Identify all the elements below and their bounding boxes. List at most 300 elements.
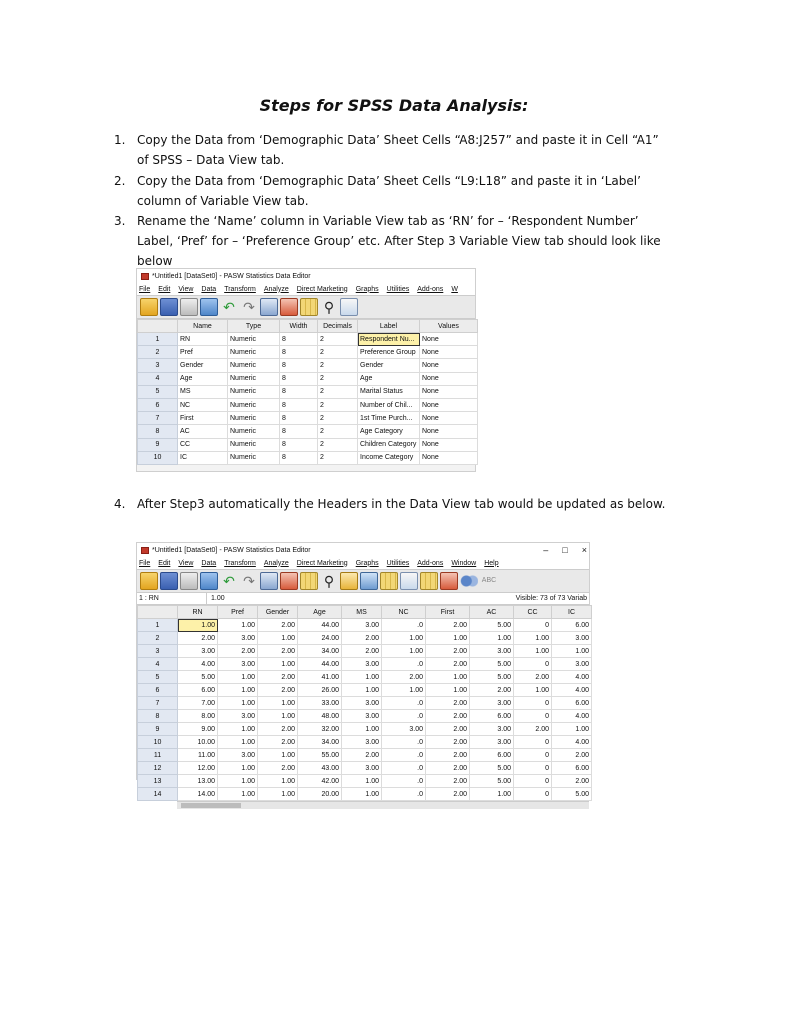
data-cell[interactable]: 2.00 <box>342 645 382 658</box>
data-cell[interactable]: 8.00 <box>178 710 218 723</box>
data-cell[interactable]: None <box>420 333 478 346</box>
find-icon[interactable]: ⚲ <box>323 573 335 589</box>
data-cell[interactable]: Numeric <box>228 359 280 372</box>
data-cell[interactable]: 2.00 <box>426 723 470 736</box>
row-number[interactable]: 14 <box>138 788 178 801</box>
data-cell[interactable]: Age <box>358 372 420 385</box>
data-cell[interactable]: 8 <box>280 385 318 398</box>
data-cell[interactable]: 2.00 <box>258 736 298 749</box>
column-header[interactable]: Decimals <box>318 320 358 333</box>
data-cell[interactable]: 1.00 <box>514 632 552 645</box>
data-cell[interactable]: Gender <box>178 359 228 372</box>
data-cell[interactable]: 1.00 <box>342 775 382 788</box>
menu-graphs[interactable]: Graphs <box>355 285 379 293</box>
data-cell[interactable]: .0 <box>382 762 426 775</box>
data-cell[interactable]: 2 <box>318 359 358 372</box>
minimize-button[interactable]: – <box>543 545 549 555</box>
data-cell[interactable]: 2.00 <box>426 749 470 762</box>
data-cell[interactable]: 2.00 <box>342 749 382 762</box>
data-cell[interactable]: .0 <box>382 749 426 762</box>
data-cell[interactable]: 0 <box>514 788 552 801</box>
data-cell[interactable]: 2 <box>318 333 358 346</box>
data-cell[interactable]: 3.00 <box>218 658 258 671</box>
row-number[interactable]: 8 <box>138 710 178 723</box>
menu-data[interactable]: Data <box>201 285 217 293</box>
data-cell[interactable]: 8 <box>280 359 318 372</box>
data-cell[interactable]: 1.00 <box>258 658 298 671</box>
data-cell[interactable]: 1.00 <box>342 788 382 801</box>
data-cell[interactable]: 8 <box>280 333 318 346</box>
menu-transform[interactable]: Transform <box>224 285 256 293</box>
column-header[interactable]: Name <box>178 320 228 333</box>
row-number[interactable]: 6 <box>138 684 178 697</box>
menu-direct-marketing[interactable]: Direct Marketing <box>296 285 348 293</box>
data-cell[interactable]: 1.00 <box>258 697 298 710</box>
data-cell[interactable]: 1.00 <box>342 671 382 684</box>
column-header[interactable]: NC <box>382 606 426 619</box>
data-cell[interactable]: None <box>420 412 478 425</box>
dialog-recall-icon[interactable] <box>200 298 218 316</box>
data-cell[interactable]: 44.00 <box>298 658 342 671</box>
data-cell[interactable]: 2.00 <box>258 671 298 684</box>
split-file-icon[interactable] <box>340 298 358 316</box>
cell-value-input[interactable]: 1.00 <box>211 595 225 602</box>
menu-edit[interactable]: Edit <box>158 285 171 293</box>
row-number[interactable]: 3 <box>138 359 178 372</box>
data-cell[interactable]: Marital Status <box>358 385 420 398</box>
data-cell[interactable]: .0 <box>382 658 426 671</box>
data-cell[interactable]: None <box>420 385 478 398</box>
data-cell[interactable]: Age Category <box>358 425 420 438</box>
use-variable-sets-icon[interactable] <box>440 572 458 590</box>
data-cell[interactable]: 2 <box>318 372 358 385</box>
row-number[interactable]: 4 <box>138 658 178 671</box>
data-cell[interactable]: 1.00 <box>426 684 470 697</box>
column-header[interactable]: Pref <box>218 606 258 619</box>
row-number[interactable]: 9 <box>138 723 178 736</box>
menu-add-ons[interactable]: Add-ons <box>417 285 444 293</box>
data-cell[interactable]: 5.00 <box>470 619 514 632</box>
data-cell[interactable]: 2 <box>318 451 358 464</box>
data-cell[interactable]: Numeric <box>228 398 280 411</box>
data-cell[interactable]: 1.00 <box>382 684 426 697</box>
data-cell[interactable]: .0 <box>382 619 426 632</box>
data-cell[interactable]: 24.00 <box>298 632 342 645</box>
data-cell[interactable]: .0 <box>382 736 426 749</box>
menu-add-ons[interactable]: Add-ons <box>417 559 444 567</box>
data-cell[interactable]: 0 <box>514 762 552 775</box>
data-cell[interactable]: Numeric <box>228 451 280 464</box>
data-cell[interactable]: 3.00 <box>552 658 592 671</box>
value-labels-icon[interactable] <box>420 572 438 590</box>
column-header[interactable]: First <box>426 606 470 619</box>
data-cell[interactable]: 2.00 <box>426 775 470 788</box>
data-cell[interactable]: 5.00 <box>470 658 514 671</box>
data-cell[interactable]: .0 <box>382 788 426 801</box>
data-cell[interactable]: 2 <box>318 425 358 438</box>
data-cell[interactable]: MS <box>178 385 228 398</box>
data-cell[interactable]: 2.00 <box>258 723 298 736</box>
data-cell[interactable]: .0 <box>382 775 426 788</box>
undo-icon[interactable]: ↶ <box>223 299 235 315</box>
data-cell[interactable]: 3.00 <box>342 697 382 710</box>
split-file-icon[interactable] <box>360 572 378 590</box>
insert-cases-icon[interactable] <box>340 572 358 590</box>
data-cell[interactable]: 8 <box>280 398 318 411</box>
menu-utilities[interactable]: Utilities <box>386 559 410 567</box>
data-cell[interactable]: 2.00 <box>178 632 218 645</box>
data-cell[interactable]: Numeric <box>228 346 280 359</box>
redo-icon[interactable]: ↷ <box>243 573 255 589</box>
data-cell[interactable]: 5.00 <box>470 671 514 684</box>
data-cell[interactable]: 2.00 <box>552 749 592 762</box>
close-button[interactable]: × <box>581 545 587 555</box>
column-header[interactable]: Type <box>228 320 280 333</box>
variables-icon[interactable] <box>280 298 298 316</box>
data-cell[interactable]: 1.00 <box>514 645 552 658</box>
data-cell[interactable]: 1.00 <box>258 632 298 645</box>
data-cell[interactable]: 1.00 <box>218 697 258 710</box>
save-icon[interactable] <box>160 572 178 590</box>
data-cell[interactable]: 43.00 <box>298 762 342 775</box>
data-cell[interactable]: 2.00 <box>426 697 470 710</box>
data-cell[interactable]: 1.00 <box>218 723 258 736</box>
data-cell[interactable]: 0 <box>514 619 552 632</box>
select-cases-icon[interactable] <box>400 572 418 590</box>
data-cell[interactable]: 1.00 <box>258 710 298 723</box>
data-cell[interactable]: 2.00 <box>514 671 552 684</box>
row-number[interactable]: 10 <box>138 451 178 464</box>
column-header[interactable]: CC <box>514 606 552 619</box>
print-icon[interactable] <box>180 572 198 590</box>
data-cell[interactable]: 3.00 <box>218 749 258 762</box>
column-header[interactable]: Gender <box>258 606 298 619</box>
data-cell[interactable]: 0 <box>514 736 552 749</box>
row-number[interactable]: 4 <box>138 372 178 385</box>
menu-file[interactable]: File <box>139 285 151 293</box>
data-cell[interactable]: 2.00 <box>382 671 426 684</box>
data-cell[interactable]: 0 <box>514 697 552 710</box>
data-cell[interactable]: 44.00 <box>298 619 342 632</box>
row-number[interactable]: 1 <box>138 619 178 632</box>
data-cell[interactable]: 8 <box>280 425 318 438</box>
data-cell[interactable]: 2 <box>318 385 358 398</box>
data-cell[interactable]: 1.00 <box>258 749 298 762</box>
menu-edit[interactable]: Edit <box>158 559 171 567</box>
data-cell[interactable]: 3.00 <box>470 697 514 710</box>
data-cell[interactable]: 1.00 <box>258 775 298 788</box>
data-cell[interactable]: 34.00 <box>298 645 342 658</box>
data-cell[interactable]: 55.00 <box>298 749 342 762</box>
data-cell[interactable]: 2 <box>318 438 358 451</box>
data-cell[interactable]: Gender <box>358 359 420 372</box>
data-cell[interactable]: 2.00 <box>218 645 258 658</box>
menu-direct-marketing[interactable]: Direct Marketing <box>296 559 348 567</box>
data-cell[interactable]: 4.00 <box>178 658 218 671</box>
data-cell[interactable]: 4.00 <box>552 710 592 723</box>
data-cell[interactable]: 1.00 <box>382 645 426 658</box>
data-cell[interactable]: Numeric <box>228 438 280 451</box>
insert-variable-icon[interactable] <box>300 572 318 590</box>
data-cell[interactable]: 2 <box>318 398 358 411</box>
undo-icon[interactable]: ↶ <box>223 573 235 589</box>
data-cell[interactable]: 3.00 <box>342 619 382 632</box>
data-cell[interactable]: 33.00 <box>298 697 342 710</box>
column-header[interactable]: IC <box>552 606 592 619</box>
data-cell[interactable]: 7.00 <box>178 697 218 710</box>
data-cell[interactable]: 2.00 <box>258 619 298 632</box>
data-cell[interactable]: 8 <box>280 451 318 464</box>
data-cell[interactable]: 48.00 <box>298 710 342 723</box>
column-header[interactable]: MS <box>342 606 382 619</box>
print-icon[interactable] <box>180 298 198 316</box>
data-cell[interactable]: 6.00 <box>552 619 592 632</box>
data-cell[interactable]: 32.00 <box>298 723 342 736</box>
data-cell[interactable]: 1.00 <box>552 723 592 736</box>
data-cell[interactable]: 3.00 <box>218 710 258 723</box>
data-cell[interactable]: None <box>420 359 478 372</box>
data-cell[interactable]: Numeric <box>228 425 280 438</box>
menu-file[interactable]: File <box>139 559 151 567</box>
data-cell[interactable]: 5.00 <box>470 775 514 788</box>
data-cell[interactable]: 10.00 <box>178 736 218 749</box>
data-cell[interactable]: NC <box>178 398 228 411</box>
data-cell[interactable]: 6.00 <box>552 762 592 775</box>
row-number[interactable]: 8 <box>138 425 178 438</box>
data-cell[interactable]: 3.00 <box>342 658 382 671</box>
data-cell[interactable]: 2.00 <box>426 762 470 775</box>
data-cell[interactable]: 26.00 <box>298 684 342 697</box>
column-header[interactable]: Width <box>280 320 318 333</box>
data-cell[interactable]: 1.00 <box>342 684 382 697</box>
data-cell[interactable]: 1.00 <box>218 619 258 632</box>
data-cell[interactable]: 1st Time Purch... <box>358 412 420 425</box>
data-cell[interactable]: 14.00 <box>178 788 218 801</box>
data-cell[interactable]: 6.00 <box>552 697 592 710</box>
data-cell[interactable]: CC <box>178 438 228 451</box>
data-cell[interactable]: 3.00 <box>552 632 592 645</box>
menu-bar <box>137 283 475 295</box>
data-cell[interactable]: 1.00 <box>514 684 552 697</box>
column-header[interactable]: Values <box>420 320 478 333</box>
variables-icon[interactable] <box>280 572 298 590</box>
data-cell[interactable]: 3.00 <box>218 632 258 645</box>
data-cell[interactable]: 1.00 <box>342 723 382 736</box>
data-cell[interactable]: IC <box>178 451 228 464</box>
row-number[interactable]: 12 <box>138 762 178 775</box>
spell-check-icon[interactable]: ABC <box>481 577 497 584</box>
go-to-case-icon[interactable] <box>260 298 278 316</box>
data-cell[interactable]: 1.00 <box>258 788 298 801</box>
data-cell[interactable]: 1.00 <box>426 632 470 645</box>
data-cell[interactable]: 41.00 <box>298 671 342 684</box>
menu-graphs[interactable]: Graphs <box>355 559 379 567</box>
data-cell[interactable]: 1.00 <box>382 632 426 645</box>
menu-window[interactable]: Window <box>451 559 477 567</box>
data-cell[interactable]: Preference Group <box>358 346 420 359</box>
data-cell[interactable]: 6.00 <box>178 684 218 697</box>
data-cell[interactable]: 11.00 <box>178 749 218 762</box>
row-number[interactable]: 10 <box>138 736 178 749</box>
data-cell[interactable]: 8 <box>280 346 318 359</box>
row-number[interactable]: 2 <box>138 346 178 359</box>
menu-window[interactable]: W <box>451 285 458 293</box>
data-cell[interactable]: 3.00 <box>342 762 382 775</box>
data-cell[interactable]: 12.00 <box>178 762 218 775</box>
horizontal-scrollbar[interactable] <box>177 801 589 809</box>
data-cell[interactable]: 0 <box>514 775 552 788</box>
data-cell[interactable]: 1.00 <box>552 645 592 658</box>
data-cell[interactable]: First <box>178 412 228 425</box>
weight-cases-icon[interactable] <box>380 572 398 590</box>
data-cell[interactable]: 3.00 <box>470 736 514 749</box>
data-cell[interactable]: 3.00 <box>178 645 218 658</box>
data-cell[interactable]: 2.00 <box>426 619 470 632</box>
data-cell[interactable]: None <box>420 451 478 464</box>
menu-transform[interactable]: Transform <box>224 559 256 567</box>
data-cell[interactable]: 2.00 <box>258 762 298 775</box>
data-cell[interactable]: AC <box>178 425 228 438</box>
data-cell[interactable]: Number of Chil... <box>358 398 420 411</box>
data-cell[interactable]: 1.00 <box>218 775 258 788</box>
row-number[interactable]: 5 <box>138 671 178 684</box>
menu-view[interactable]: View <box>178 559 194 567</box>
menu-analyze[interactable]: Analyze <box>263 559 289 567</box>
data-cell[interactable]: 1.00 <box>218 736 258 749</box>
row-number[interactable]: 1 <box>138 333 178 346</box>
menu-utilities[interactable]: Utilities <box>386 285 410 293</box>
data-cell[interactable]: 3.00 <box>470 645 514 658</box>
data-cell[interactable]: 20.00 <box>298 788 342 801</box>
data-cell[interactable]: 1.00 <box>218 684 258 697</box>
data-cell[interactable]: Numeric <box>228 372 280 385</box>
show-all-variables-icon[interactable] <box>460 572 478 590</box>
data-cell[interactable]: 2.00 <box>342 632 382 645</box>
row-number[interactable]: 9 <box>138 438 178 451</box>
step-text: After Step3 automatically the Headers in the Data View tab would be updated as below. <box>137 497 666 511</box>
data-cell[interactable]: 1.00 <box>218 671 258 684</box>
data-cell[interactable]: 6.00 <box>470 710 514 723</box>
data-cell[interactable]: 1.00 <box>470 788 514 801</box>
data-cell[interactable]: 8 <box>280 438 318 451</box>
data-cell[interactable]: 0 <box>514 749 552 762</box>
data-cell[interactable]: 0 <box>514 658 552 671</box>
data-cell[interactable]: 3.00 <box>470 723 514 736</box>
data-cell[interactable]: 1.00 <box>218 788 258 801</box>
column-header[interactable]: AC <box>470 606 514 619</box>
redo-icon[interactable]: ↷ <box>243 299 255 315</box>
data-cell[interactable]: .0 <box>382 697 426 710</box>
data-cell[interactable]: 2.00 <box>470 684 514 697</box>
data-cell[interactable]: None <box>420 346 478 359</box>
row-number[interactable]: 7 <box>138 697 178 710</box>
data-cell[interactable]: None <box>420 438 478 451</box>
data-cell[interactable]: 5.00 <box>470 762 514 775</box>
data-cell[interactable]: 3.00 <box>382 723 426 736</box>
row-number[interactable]: 11 <box>138 749 178 762</box>
open-folder-icon[interactable] <box>140 572 158 590</box>
data-cell[interactable]: .0 <box>382 710 426 723</box>
find-icon[interactable]: ⚲ <box>323 299 335 315</box>
data-cell[interactable]: Pref <box>178 346 228 359</box>
go-to-case-icon[interactable] <box>260 572 278 590</box>
column-header[interactable]: Label <box>358 320 420 333</box>
save-icon[interactable] <box>160 298 178 316</box>
maximize-button[interactable]: □ <box>562 545 568 555</box>
data-cell[interactable]: 13.00 <box>178 775 218 788</box>
data-cell[interactable]: 1.00 <box>218 762 258 775</box>
data-cell[interactable]: 2 <box>318 346 358 359</box>
open-folder-icon[interactable] <box>140 298 158 316</box>
data-cell[interactable]: 1.00 <box>470 632 514 645</box>
data-cell[interactable]: 3.00 <box>342 736 382 749</box>
data-cell[interactable]: None <box>420 372 478 385</box>
data-cell[interactable]: 4.00 <box>552 736 592 749</box>
data-cell[interactable]: 9.00 <box>178 723 218 736</box>
data-cell[interactable]: 1.00 <box>178 619 218 632</box>
insert-variable-icon[interactable] <box>300 298 318 316</box>
data-cell[interactable]: 8 <box>280 412 318 425</box>
data-cell[interactable]: 8 <box>280 372 318 385</box>
column-header[interactable]: RN <box>178 606 218 619</box>
data-cell[interactable]: 2.00 <box>426 710 470 723</box>
data-cell[interactable]: 34.00 <box>298 736 342 749</box>
menu-analyze[interactable]: Analyze <box>263 285 289 293</box>
data-cell[interactable]: Numeric <box>228 412 280 425</box>
data-cell[interactable]: Age <box>178 372 228 385</box>
data-cell[interactable]: Numeric <box>228 333 280 346</box>
row-number[interactable]: 2 <box>138 632 178 645</box>
data-cell[interactable]: 5.00 <box>178 671 218 684</box>
row-number[interactable]: 6 <box>138 398 178 411</box>
data-cell[interactable]: 2.00 <box>514 723 552 736</box>
scrollbar-thumb[interactable] <box>181 803 241 808</box>
data-cell[interactable]: 5.00 <box>552 788 592 801</box>
data-cell[interactable]: 4.00 <box>552 684 592 697</box>
data-cell[interactable]: Respondent Nu... <box>358 333 420 346</box>
row-number[interactable]: 7 <box>138 412 178 425</box>
data-cell[interactable]: RN <box>178 333 228 346</box>
data-cell[interactable]: 4.00 <box>552 671 592 684</box>
data-cell[interactable]: Income Category <box>358 451 420 464</box>
data-cell[interactable]: 2.00 <box>258 645 298 658</box>
data-cell[interactable]: None <box>420 398 478 411</box>
data-cell[interactable]: 2.00 <box>426 788 470 801</box>
data-cell[interactable]: 42.00 <box>298 775 342 788</box>
column-header[interactable]: Age <box>298 606 342 619</box>
dialog-recall-icon[interactable] <box>200 572 218 590</box>
menu-data[interactable]: Data <box>201 559 217 567</box>
row-number[interactable]: 13 <box>138 775 178 788</box>
menu-help[interactable]: Help <box>484 559 499 567</box>
row-number[interactable]: 3 <box>138 645 178 658</box>
menu-view[interactable]: View <box>178 285 194 293</box>
data-cell[interactable]: 2.00 <box>426 658 470 671</box>
data-cell[interactable]: 2.00 <box>258 684 298 697</box>
data-cell[interactable]: None <box>420 425 478 438</box>
data-cell[interactable]: 6.00 <box>470 749 514 762</box>
data-cell[interactable]: 0 <box>514 710 552 723</box>
row-number[interactable]: 5 <box>138 385 178 398</box>
data-cell[interactable]: 2.00 <box>426 645 470 658</box>
data-cell[interactable]: Numeric <box>228 385 280 398</box>
data-cell[interactable]: Children Category <box>358 438 420 451</box>
data-cell[interactable]: 3.00 <box>342 710 382 723</box>
data-cell[interactable]: 2.00 <box>552 775 592 788</box>
data-cell[interactable]: 2 <box>318 412 358 425</box>
data-cell[interactable]: 2.00 <box>426 736 470 749</box>
data-cell[interactable]: 1.00 <box>426 671 470 684</box>
